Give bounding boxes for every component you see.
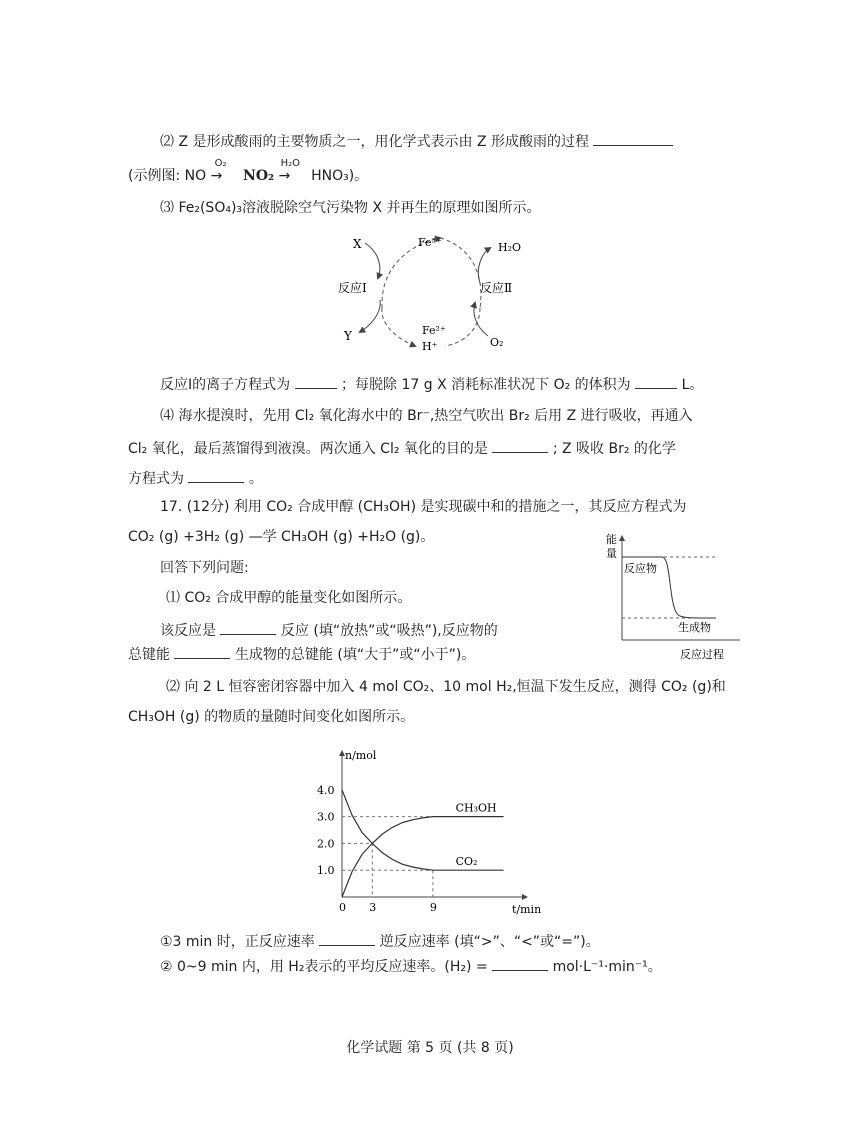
q2-example-prefix: (示例图: NO (128, 168, 207, 184)
chart-xlabel: t/min (512, 903, 542, 916)
cycle-y: Y (344, 329, 352, 343)
q17-p1-line-b: 反应 (填“放热”或“吸热”),反应物的 (280, 623, 498, 639)
q17-p1-fill-line-2 (128, 644, 475, 665)
q3-label: ⑶ (160, 200, 174, 216)
chart-series-label-0: CH₃OH (455, 801, 497, 815)
q2-example-h2o: H₂O (280, 158, 301, 169)
q4-purpose-blank[interactable] (492, 438, 548, 453)
q17-p2-line-2 (128, 707, 414, 727)
chart-y-tick-3: 4.0 (317, 783, 335, 797)
q17-p1-line (166, 588, 411, 608)
q3-line-2 (160, 374, 703, 395)
q2-text: Z 是形成酸雨的主要物质之一，用化学式表示由 Z 形成酸雨的过程 (178, 134, 589, 150)
chart-x-tick-2: 9 (429, 901, 437, 914)
q2-line-2 (128, 158, 369, 186)
q3-line1c: L。 (681, 377, 704, 393)
q2-example-no2: NO₂ (243, 168, 275, 184)
q17-p1-line-d: 生成物的总键能 (填“大于”或“小于”)。 (234, 647, 476, 663)
arrow-h2o-out (478, 248, 490, 283)
chart-y-tick-2: 3.0 (317, 810, 335, 824)
q17-p2-line-1 (166, 677, 726, 697)
q4-label: ⑷ (160, 408, 174, 424)
q4-line3b: 。 (248, 471, 263, 487)
cycle-fe3: Fe³⁺ (418, 236, 442, 249)
chart-series-line-0 (342, 817, 504, 897)
cycle-h: H⁺ (422, 340, 438, 353)
cycle-x: X (353, 237, 362, 251)
q17-sub2a: ② 0~9 min 内，用 H₂表示的平均反应速率。(H₂) = (160, 959, 488, 975)
q17-rate-value-blank[interactable] (492, 956, 548, 971)
cycle-diagram (320, 228, 540, 358)
cycle-arc-bottom-right (445, 308, 480, 346)
q4-line2b: ; Z 吸收 Br₂ 的化学 (552, 441, 676, 457)
q17-p1-line-a: 该反应是 (160, 623, 216, 639)
q2-example-arrow-2: H₂O → (279, 166, 307, 186)
page-footer: 化学试题 第 5 页 (共 8 页) (346, 1040, 514, 1056)
q17-p1-text: CO₂ 合成甲醇的能量变化如图所示。 (184, 590, 412, 606)
q17-p2-line1: 向 2 L 恒容密闭容器中加入 4 mol CO₂、10 mol H₂,恒温下发生反应，测得 CO₂ (g)和 (184, 679, 726, 695)
q17-sub1b: 逆反应速率 (填“>”、“<”或“=”)。 (379, 934, 600, 950)
cycle-o2: O₂ (490, 336, 504, 349)
q4-line-1 (160, 406, 693, 426)
chart-y-tick-1: 2.0 (317, 837, 335, 851)
q17-line2: CO₂ (g) +3H₂ (g) —学 CH₃OH (g) +H₂O (g)。 (128, 529, 435, 545)
q2-example-arrow-1: O₂ → (211, 166, 239, 186)
arrow-o2-in (474, 303, 488, 336)
chart-series-label-1: CO₂ (455, 855, 478, 869)
energy-ylabel-2: 量 (606, 547, 617, 560)
cycle-h2o: H₂O (498, 241, 522, 254)
q17-answer-prompt: 回答下列问题: (160, 560, 249, 576)
q17-p1-line-c: 总键能 (128, 647, 170, 663)
q17-sub1 (160, 931, 600, 952)
q17-p1-fill-line-1 (160, 620, 498, 641)
q17-line1: 17. (12分) 利用 CO₂ 合成甲醇 (CH₃OH) 是实现碳中和的措施之一，其反应方程式为 (160, 499, 687, 515)
energy-ylabel-1: 能 (606, 533, 617, 546)
q2-label: ⑵ (160, 134, 174, 150)
q17-p1-energy-blank[interactable] (174, 644, 230, 659)
q17-rate-compare-blank[interactable] (319, 931, 375, 946)
energy-xlabel: 反应过程 (680, 648, 724, 661)
q17-p1-heat-blank[interactable] (220, 620, 276, 635)
chart-x-tick-0: 0 (339, 901, 346, 914)
q2-example-end: HNO₃)。 (311, 168, 369, 184)
chart-ylabel: n/mol (345, 749, 377, 762)
arrow-x-in (365, 243, 380, 278)
cycle-arc-top-right (440, 238, 481, 308)
q3-line1b: ；每脱除 17 g X 消耗标准状况下 O₂ 的体积为 (341, 377, 631, 393)
q4-line1: 海水提溴时，先用 Cl₂ 氧化海水中的 Br⁻,热空气吹出 Br₂ 后用 Z 进行吸收，再通入 (178, 408, 693, 424)
q3-volume-blank[interactable] (635, 374, 677, 389)
q3-line1a: 反应Ⅰ的离子方程式为 (160, 377, 291, 393)
cycle-r1: 反应Ⅰ (338, 281, 367, 295)
q4-line-2 (128, 438, 676, 459)
energy-diagram (600, 530, 745, 665)
q17-line-2 (128, 527, 434, 547)
q17-sub2 (160, 956, 662, 977)
chart-x-tick-1: 3 (369, 901, 377, 914)
q4-line2a: Cl₂ 氧化，最后蒸馏得到液溴。两次通入 Cl₂ 氧化的目的是 (128, 441, 488, 457)
energy-product-label: 生成物 (678, 621, 711, 634)
q17-p1-label: ⑴ (166, 590, 180, 606)
q2-line-1 (160, 131, 673, 152)
q3-equation-blank[interactable] (295, 374, 337, 389)
q4-equation-blank[interactable] (188, 468, 244, 483)
chart-y-tick-0: 1.0 (317, 864, 335, 878)
q17-sub2b: mol·L⁻¹·min⁻¹。 (552, 959, 662, 975)
cycle-r2: 反应Ⅱ (480, 281, 513, 295)
cycle-fe2: Fe²⁺ (422, 324, 446, 337)
q4-line3a: 方程式为 (128, 471, 184, 487)
q17-line-1 (160, 497, 687, 517)
q2-example-o2: O₂ (214, 158, 227, 169)
arrow-y-out (360, 300, 380, 332)
q2-answer-blank[interactable] (593, 131, 673, 146)
energy-reactant-label: 反应物 (624, 562, 657, 575)
cycle-arc-bottom-left (382, 308, 415, 346)
amount-time-chart (310, 745, 560, 920)
q17-p2-line2: CH₃OH (g) 的物质的量随时间变化如图所示。 (128, 709, 415, 725)
q3-line-1 (160, 198, 541, 218)
q3-text: Fe₂(SO₄)₃溶液脱除空气污染物 X 并再生的原理如图所示。 (178, 200, 541, 216)
q17-p2-label: ⑵ (166, 679, 180, 695)
q17-sub1a: ①3 min 时，正反应速率 (160, 934, 315, 950)
q4-line-3 (128, 468, 263, 489)
